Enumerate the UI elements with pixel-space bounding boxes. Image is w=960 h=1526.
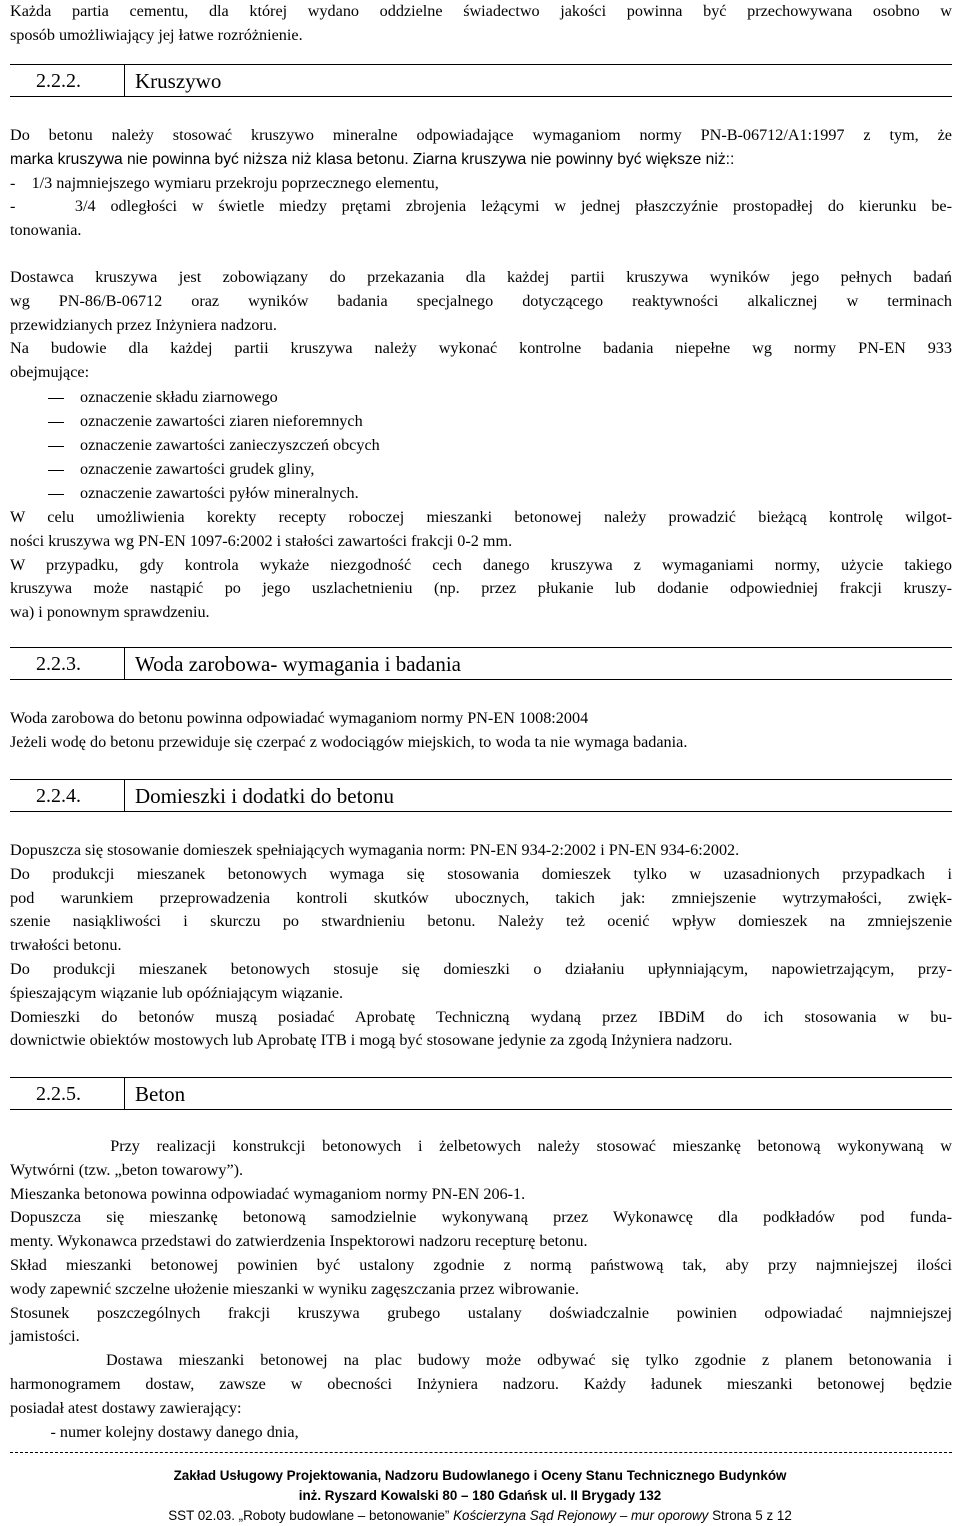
text-line: W przypadku, gdy kontrola wykaże niezgodność cech danego kruszywa z wymaganiami normy, użycie takiego [10, 555, 952, 574]
section-number: 2.2.4. [10, 779, 124, 812]
section-number: 2.2.3. [10, 647, 124, 680]
list-item: oznaczenie zawartości zanieczyszczeń obcych [48, 434, 380, 458]
section-title: Domieszki i dodatki do betonu [124, 779, 952, 812]
section-title: Beton [124, 1077, 952, 1110]
list-line: - 3/4 odległości w świetle miedzy prętami zbrojenia leżącymi w jednej płaszczyźnie prostopadłej do kierunku be- [10, 197, 952, 216]
footer-company: Zakład Usługowy Projektowania, Nadzoru Budowlanego i Oceny Stanu Technicznego Budynków [173, 1468, 787, 1483]
footer-divider [10, 1452, 952, 1453]
text-line: Domieszki do betonów muszą posiadać Aprobatę Techniczną wydaną przez IBDiM do ich stosowania w bu- [10, 1007, 952, 1026]
text-line: przewidzianych przez Inżyniera nadzoru. [10, 315, 277, 334]
text-line: sposób umożliwiający jej łatwe rozróżnienie. [10, 25, 303, 44]
text-line: śpieszającym wiązanie lub opóźniającym wiązanie. [10, 983, 344, 1002]
text-line: Do produkcji mieszanek betonowych wymaga się stosowania domieszek tylko w uzasadnionych przypadkach i [10, 864, 952, 883]
text-line: kruszywa może nastąpić po jego uszlachetnieniu (np. przez płukanie lub dodanie odpowiedniej frakcji kruszy- [10, 579, 952, 598]
text-line: downictwie obiektów mostowych lub Aprobatę ITB i mogą być stosowane jedynie za zgodą Inżyniera nadzoru. [10, 1031, 733, 1050]
text-line: Wytwórni (tzw. „beton towarowy”). [10, 1160, 244, 1179]
beton-paragraph [10, 1135, 952, 1444]
section-title: Woda zarobowa- wymagania i badania [124, 647, 952, 680]
kruszywo-paragraph-1 [10, 124, 952, 243]
list-line: - 1/3 najmniejszego wymiaru przekroju poprzecznego elementu, [10, 173, 439, 192]
text-line: Do produkcji mieszanek betonowych stosuje się domieszki o działaniu upłynniającym, napowietrzającym, przy- [10, 959, 952, 978]
dash-bullet-icon [48, 446, 64, 447]
text-line: Stosunek poszczególnych frakcji kruszywa grubego ustalany doświadczalnie powinien odpowiadać najmniejszej [10, 1303, 952, 1322]
text-line: Na budowie dla każdej partii kruszywa należy wykonać kontrolne badania niepełne wg normy PN-EN 933 [10, 339, 952, 358]
text-line: Dopuszcza się stosowanie domieszek spełniających wymagania norm: PN-EN 934-2:2002 i PN-EN 934-6:2002. [10, 841, 740, 859]
footer-address: inż. Ryszard Kowalski 80 – 180 Gdańsk ul. II Brygady 132 [298, 1488, 662, 1503]
text-line: jamistości. [10, 1327, 80, 1346]
text-line: Jeżeli wodę do betonu przewiduje się czerpać z wodociągów miejskich, to woda ta nie wymaga badania. [10, 732, 688, 751]
text-line: Przy realizacji konstrukcji betonowych i żelbetowych należy stosować mieszankę betonową wykonywaną w [10, 1137, 952, 1155]
text-line: Dopuszcza się mieszankę betonową samodzielnie wykonywaną przez Wykonawcę dla podkładów pod funda- [10, 1208, 952, 1227]
text-line: W celu umożliwienia korekty recepty roboczej mieszanki betonowej należy prowadzić bieżącą kontrolę wilgot- [10, 508, 952, 526]
list-item: oznaczenie zawartości pyłów mineralnych. [48, 482, 359, 506]
dash-bullet-icon [48, 470, 64, 471]
text-line: harmonogramem dostaw, zawsze w obecności Inżyniera nadzoru. Każdy ładunek mieszanki betonowej będzie [10, 1374, 952, 1393]
list-item: oznaczenie zawartości grudek gliny, [48, 458, 314, 482]
dash-bullet-icon [48, 494, 64, 495]
text-line: pod warunkiem przeprowadzenia kontroli skutków ubocznych, takich jak: zmniejszenie wytrzymałości, zwięk- [10, 888, 952, 907]
text-line: - numer kolejny dostawy danego dnia, [10, 1422, 299, 1441]
text-line: wa) i ponownym sprawdzeniu. [10, 603, 210, 622]
text-line: Dostawca kruszywa jest zobowiązany do przekazania dla każdej partii kruszywa wyników jego pełnych badań [10, 268, 952, 286]
text-line: Skład mieszanki betonowej powinien być ustalony zgodnie z normą państwową tak, aby przy najmniejszej ilości [10, 1255, 952, 1274]
text-line: wody zapewnić szczelne ułożenie mieszanki w wyniku zagęszczania przez wibrowanie. [10, 1279, 579, 1298]
text-line: ności kruszywa wg PN-EN 1097-6:2002 i stałości zawartości frakcji 0-2 mm. [10, 531, 513, 550]
list-item: oznaczenie zawartości ziaren nieforemnych [48, 410, 363, 434]
section-heading-beton [10, 1077, 952, 1112]
text-line: menty. Wykonawca przedstawi do zatwierdzenia Inspektorowi nadzoru recepturę betonu. [10, 1232, 588, 1251]
dash-bullet-icon [48, 398, 64, 399]
text-line: Każda partia cementu, dla której wydano oddzielne świadectwo jakości powinna być przechowywana osobno w [10, 2, 952, 20]
kruszywo-paragraph-2 [10, 266, 952, 385]
text-line: obejmujące: [10, 363, 90, 382]
text-line: wg PN-86/B-06712 oraz wyników badania specjalnego dotyczącego reaktywności alkalicznej w terminach [10, 291, 952, 310]
woda-paragraph [10, 707, 952, 755]
intro-paragraph [10, 0, 952, 48]
text-line: Dostawa mieszanki betonowej na plac budowy może odbywać się tylko zgodnie z planem betonowania i [10, 1351, 952, 1370]
text-line: trwałości betonu. [10, 936, 122, 955]
footer-document-info: SST 02.03. „Roboty budowlane – betonowanie” Kościerzyna Sąd Rejonowy – mur oporowy Strona 5 z 12 [168, 1508, 792, 1523]
section-title: Kruszywo [124, 64, 952, 97]
text-line: Woda zarobowa do betonu powinna odpowiadać wymaganiom normy PN-EN 1008:2004 [10, 709, 589, 727]
text-line: szenie nasiąkliwości i skurczu po stwardnieniu betonu. Należy też ocenić wpływ domieszek na zmniejszenie [10, 912, 952, 931]
dash-bullet-icon [48, 422, 64, 423]
text-line: Do betonu należy stosować kruszywo mineralne odpowiadające wymaganiom normy PN-B-06712/A1:1997 z tym, że [10, 126, 952, 144]
text-line: marka kruszywa nie powinna być niższa niż klasa betonu. Ziarna kruszywa nie powinny być większe niż:: [10, 150, 735, 168]
domieszki-paragraph [10, 839, 952, 1053]
section-number: 2.2.2. [10, 64, 124, 97]
section-heading-kruszywo [10, 64, 952, 99]
section-heading-domieszki [10, 779, 952, 814]
list-line: tonowania. [10, 221, 82, 240]
text-line: posiadał atest dostawy zawierający: [10, 1398, 242, 1417]
section-heading-woda [10, 647, 952, 682]
list-item: oznaczenie składu ziarnowego [48, 386, 278, 410]
section-number: 2.2.5. [10, 1077, 124, 1110]
text-line: Mieszanka betonowa powinna odpowiadać wymaganiom normy PN-EN 206-1. [10, 1184, 526, 1203]
kruszywo-paragraph-3 [10, 506, 952, 625]
